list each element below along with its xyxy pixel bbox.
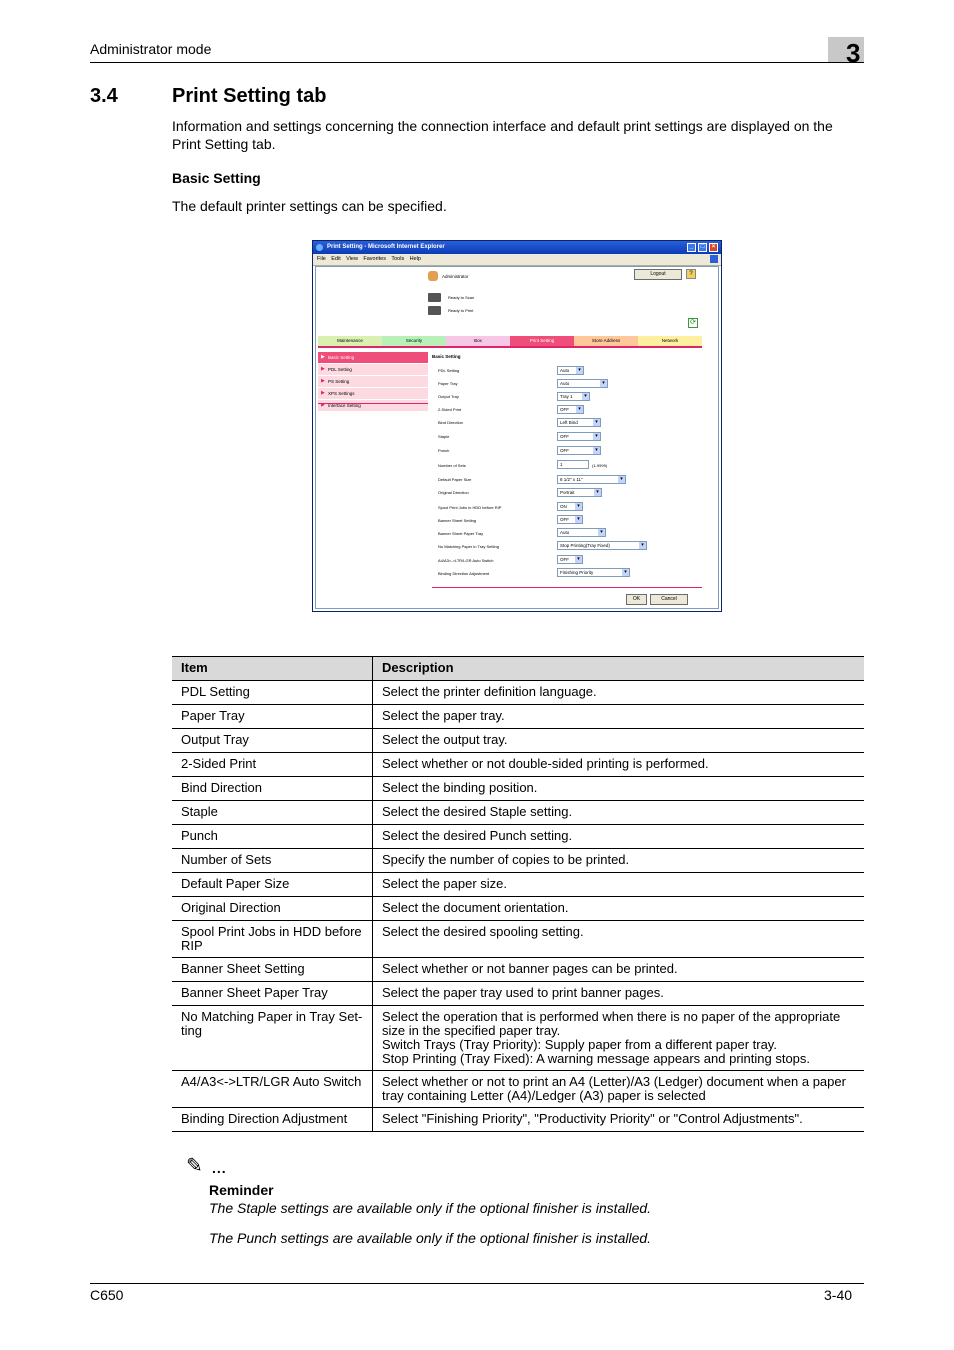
cell-description: Select the desired Punch setting. [373, 825, 865, 849]
select-value: 8 1/2" x 11" [560, 477, 583, 482]
field-label: Punch [438, 448, 450, 453]
nav-ps-setting[interactable] [318, 376, 428, 387]
arrow-icon: ▶ [321, 390, 325, 396]
dropdown-icon: ▾ [622, 569, 629, 576]
select-value: Finishing Priority [560, 570, 594, 575]
table-row [172, 705, 864, 729]
table-row [172, 729, 864, 753]
nav-label: Basic Setting [328, 355, 355, 360]
table-row [172, 1108, 864, 1132]
dropdown-icon: ▾ [576, 367, 583, 374]
arrow-icon: ▶ [321, 402, 325, 408]
paper-tray-select[interactable] [557, 379, 608, 388]
output-tray-select[interactable] [557, 392, 590, 401]
form-rule [432, 587, 702, 588]
cell-description: Select the output tray. [373, 729, 865, 753]
select-value: ON [560, 504, 567, 509]
status-print: Ready to Print [448, 308, 474, 313]
running-header: Administrator mode [90, 41, 212, 57]
page-content [315, 266, 719, 609]
cell-description: Select the paper size. [373, 873, 865, 897]
cell-item: Original Direction [172, 897, 373, 921]
select-value: Tray 1 [560, 394, 573, 399]
table-row [172, 897, 864, 921]
field-label: PDL Setting [438, 368, 460, 373]
help-icon[interactable]: ? [686, 269, 696, 279]
select-value: OFF [560, 517, 569, 522]
nav-label: PS Setting [328, 379, 350, 384]
minimize-icon[interactable]: _ [687, 243, 696, 252]
intro-paragraph: Information and settings concerning the connection interface and default print settings are displayed on the Print Setting tab. [172, 118, 833, 152]
dropdown-icon: ▾ [593, 447, 600, 454]
cell-item: Banner Sheet Setting [172, 958, 373, 982]
cell-description: Select whether or not double-sided printing is performed. [373, 753, 865, 777]
nav-rule [318, 403, 428, 404]
nav-label: XPS Settings [328, 391, 355, 396]
ok-button[interactable]: OK [626, 594, 647, 605]
select-value: Left Bind [560, 420, 578, 425]
nav-xps-settings[interactable] [318, 388, 428, 399]
select-value: OFF [560, 434, 569, 439]
cell-description: Select whether or not banner pages can be printed. [373, 958, 865, 982]
cell-item: PDL Setting [172, 681, 373, 705]
cell-item: Number of Sets [172, 849, 373, 873]
field-label: Paper Tray [438, 381, 458, 386]
table-row [172, 801, 864, 825]
select-value: Auto [560, 381, 570, 386]
table-row [172, 1071, 864, 1108]
select-value: OFF [560, 557, 569, 562]
window-title: Print Setting - Microsoft Internet Explorer [327, 244, 445, 250]
punch-select[interactable] [557, 446, 601, 455]
footer-model: C650 [90, 1287, 124, 1303]
field-label: Spool Print Jobs in HDD before RIP [438, 505, 502, 510]
table-header-row [172, 657, 864, 681]
cancel-button[interactable]: Cancel [650, 594, 688, 605]
cell-description: Select "Finishing Priority", "Productivity Priority" or "Control Adjustments". [373, 1108, 865, 1132]
cell-description: Select whether or not to print an A4 (Letter)/A3 (Ledger) document when a paper tray containing Letter (A4)/Ledger (A3) paper is selected [373, 1071, 865, 1108]
select-value: Stop Printing(Tray Fixed) [560, 543, 610, 548]
field-label: Banner Sheet Setting [438, 518, 477, 523]
cell-item: Punch [172, 825, 373, 849]
auto-switch-select[interactable] [557, 555, 583, 564]
dropdown-icon: ▾ [594, 489, 601, 496]
menu-edit[interactable]: Edit [331, 256, 341, 262]
cell-item: Output Tray [172, 729, 373, 753]
ie-logo-icon [316, 244, 323, 251]
select-value: OFF [560, 407, 569, 412]
nav-label: Interface Setting [328, 403, 361, 408]
section-number: 3.4 [90, 85, 118, 107]
no-matching-paper-select[interactable] [557, 541, 647, 550]
field-label: Number of Sets [438, 463, 466, 468]
binding-adjustment-select[interactable] [557, 568, 630, 577]
table-row [172, 681, 864, 705]
dropdown-icon: ▾ [593, 433, 600, 440]
cell-item: Staple [172, 801, 373, 825]
nav-pdl-setting[interactable] [318, 364, 428, 375]
subsection-title: Basic Setting [172, 170, 261, 186]
column-header-description: Description [373, 657, 865, 681]
dropdown-icon: ▾ [575, 503, 582, 510]
dropdown-icon: ▾ [639, 542, 646, 549]
menu-help[interactable]: Help [409, 256, 421, 262]
field-label: Bind Direction [438, 420, 463, 425]
dropdown-icon: ▾ [575, 556, 582, 563]
reminder-line: The Punch settings are available only if the optional finisher is installed. [209, 1230, 652, 1246]
footer-rule [90, 1283, 864, 1284]
reminder-line: The Staple settings are available only if the optional finisher is installed. [209, 1200, 652, 1216]
tab-store-address[interactable]: Store Address [574, 336, 638, 346]
administrator-icon [428, 271, 438, 281]
menu-favorites[interactable]: Favorites [363, 256, 386, 262]
tab-box[interactable]: Box [446, 336, 510, 346]
select-value: OFF [560, 448, 569, 453]
select-value: Auto [560, 530, 570, 535]
tab-network[interactable]: Network [638, 336, 702, 346]
staple-select[interactable] [557, 432, 601, 441]
maximize-icon[interactable]: □ [698, 243, 707, 252]
table-row [172, 982, 864, 1006]
field-label: Staple [438, 434, 450, 439]
field-label: No Matching Paper in Tray Setting [438, 544, 499, 549]
reminder-title: Reminder [209, 1182, 274, 1198]
settings-table [172, 656, 864, 1132]
cell-item: Bind Direction [172, 777, 373, 801]
pencil-icon: ✎ [186, 1155, 203, 1177]
cell-description: Select the binding position. [373, 777, 865, 801]
cell-description: Select the operation that is performed when there is no paper of the appropriate size in the specified paper tray. Switch Trays (Tray Priority): Supply paper from a different paper tray. Stop Printing (Tray Fixed): A warning message appears and printing stops. [373, 1006, 865, 1071]
cell-item: A4/A3<->LTR/LGR Auto Switch [172, 1071, 373, 1108]
dropdown-icon: ▾ [600, 380, 607, 387]
cell-item: 2-Sided Print [172, 753, 373, 777]
tab-security[interactable]: Security [382, 336, 446, 346]
dropdown-icon: ▾ [576, 406, 583, 413]
cell-description: Select the desired spooling setting. [373, 921, 865, 958]
administrator-label: Administrator [442, 274, 469, 279]
cell-item: Default Paper Size [172, 873, 373, 897]
cell-description: Select the desired Staple setting. [373, 801, 865, 825]
field-label: Output Tray [438, 394, 459, 399]
tab-maintenance[interactable]: Maintenance [318, 336, 382, 346]
window-titlebar [313, 241, 721, 254]
pdl-select[interactable] [557, 366, 584, 375]
arrow-icon: ▶ [321, 354, 325, 360]
close-icon[interactable]: × [709, 243, 718, 252]
tab-print-setting[interactable]: Print Setting [510, 336, 574, 346]
cell-description: Select the paper tray. [373, 705, 865, 729]
footer-page-number: 3-40 [824, 1287, 853, 1303]
original-direction-select[interactable] [557, 488, 602, 497]
cell-item: Spool Print Jobs in HDD before RIP [172, 921, 373, 958]
chapter-number: 3 [846, 38, 861, 68]
arrow-icon: ▶ [321, 378, 325, 384]
table-row [172, 1006, 864, 1071]
select-value: Auto [560, 368, 570, 373]
section-title: Print Setting tab [172, 85, 327, 107]
nav-basic-setting[interactable] [318, 352, 428, 363]
tab-underline [318, 346, 702, 348]
field-label: Banner Sheet Paper Tray [438, 531, 484, 536]
tab-bar [318, 336, 702, 346]
table-row [172, 849, 864, 873]
dropdown-icon: ▾ [598, 529, 605, 536]
dropdown-icon: ▾ [582, 393, 589, 400]
table-row [172, 777, 864, 801]
two-sided-select[interactable] [557, 405, 584, 414]
dropdown-icon: ▾ [593, 419, 600, 426]
dropdown-icon: ▾ [575, 516, 582, 523]
table-row [172, 825, 864, 849]
dropdown-icon: ▾ [618, 476, 625, 483]
form-title: Basic Setting [432, 354, 461, 359]
subsection-text: The default printer settings can be specified. [172, 198, 447, 214]
table-row [172, 753, 864, 777]
spool-select[interactable] [557, 502, 583, 511]
table-row [172, 873, 864, 897]
cell-description: Select the printer definition language. [373, 681, 865, 705]
banner-tray-select[interactable] [557, 528, 606, 537]
browser-window-screenshot [312, 240, 722, 612]
cell-description: Specify the number of copies to be printed. [373, 849, 865, 873]
cell-item: No Matching Paper in Tray Set-ting [172, 1006, 373, 1071]
field-label: Binding Direction Adjustment [438, 571, 490, 576]
number-of-sets-input[interactable]: 1 [557, 460, 589, 469]
arrow-icon: ▶ [321, 366, 325, 372]
menu-file[interactable]: File [317, 256, 326, 262]
windows-flag-icon [710, 255, 718, 263]
sets-range: (1-9999) [592, 463, 608, 468]
bind-direction-select[interactable] [557, 418, 601, 427]
paper-size-select[interactable] [557, 475, 626, 484]
ellipsis-icon: ... [212, 1160, 227, 1176]
field-label: Default Paper Size [438, 477, 472, 482]
status-scan: Ready to Scan [448, 295, 475, 300]
header-rule [90, 62, 864, 63]
field-label: A4/A3<->LTR/LGR Auto Switch [438, 558, 494, 563]
cell-item: Banner Sheet Paper Tray [172, 982, 373, 1006]
table-row [172, 921, 864, 958]
logout-button[interactable]: Logout [634, 269, 682, 280]
menu-tools[interactable]: Tools [391, 256, 405, 262]
field-label: Original Direction [438, 490, 469, 495]
cell-item: Binding Direction Adjustment [172, 1108, 373, 1132]
cell-description: Select the paper tray used to print banner pages. [373, 982, 865, 1006]
cell-item: Paper Tray [172, 705, 373, 729]
select-value: Portrait [560, 490, 575, 495]
scanner-icon [428, 293, 441, 302]
menu-bar [313, 254, 721, 266]
refresh-icon[interactable]: ⟳ [688, 318, 698, 328]
menu-view[interactable]: View [346, 256, 358, 262]
banner-sheet-select[interactable] [557, 515, 583, 524]
field-label: 2-Sided Print [438, 407, 462, 412]
nav-label: PDL Setting [328, 367, 352, 372]
nav-interface-setting[interactable] [318, 400, 428, 411]
cell-description: Select the document orientation. [373, 897, 865, 921]
printer-icon [428, 306, 441, 315]
column-header-item: Item [172, 657, 373, 681]
table-row [172, 958, 864, 982]
